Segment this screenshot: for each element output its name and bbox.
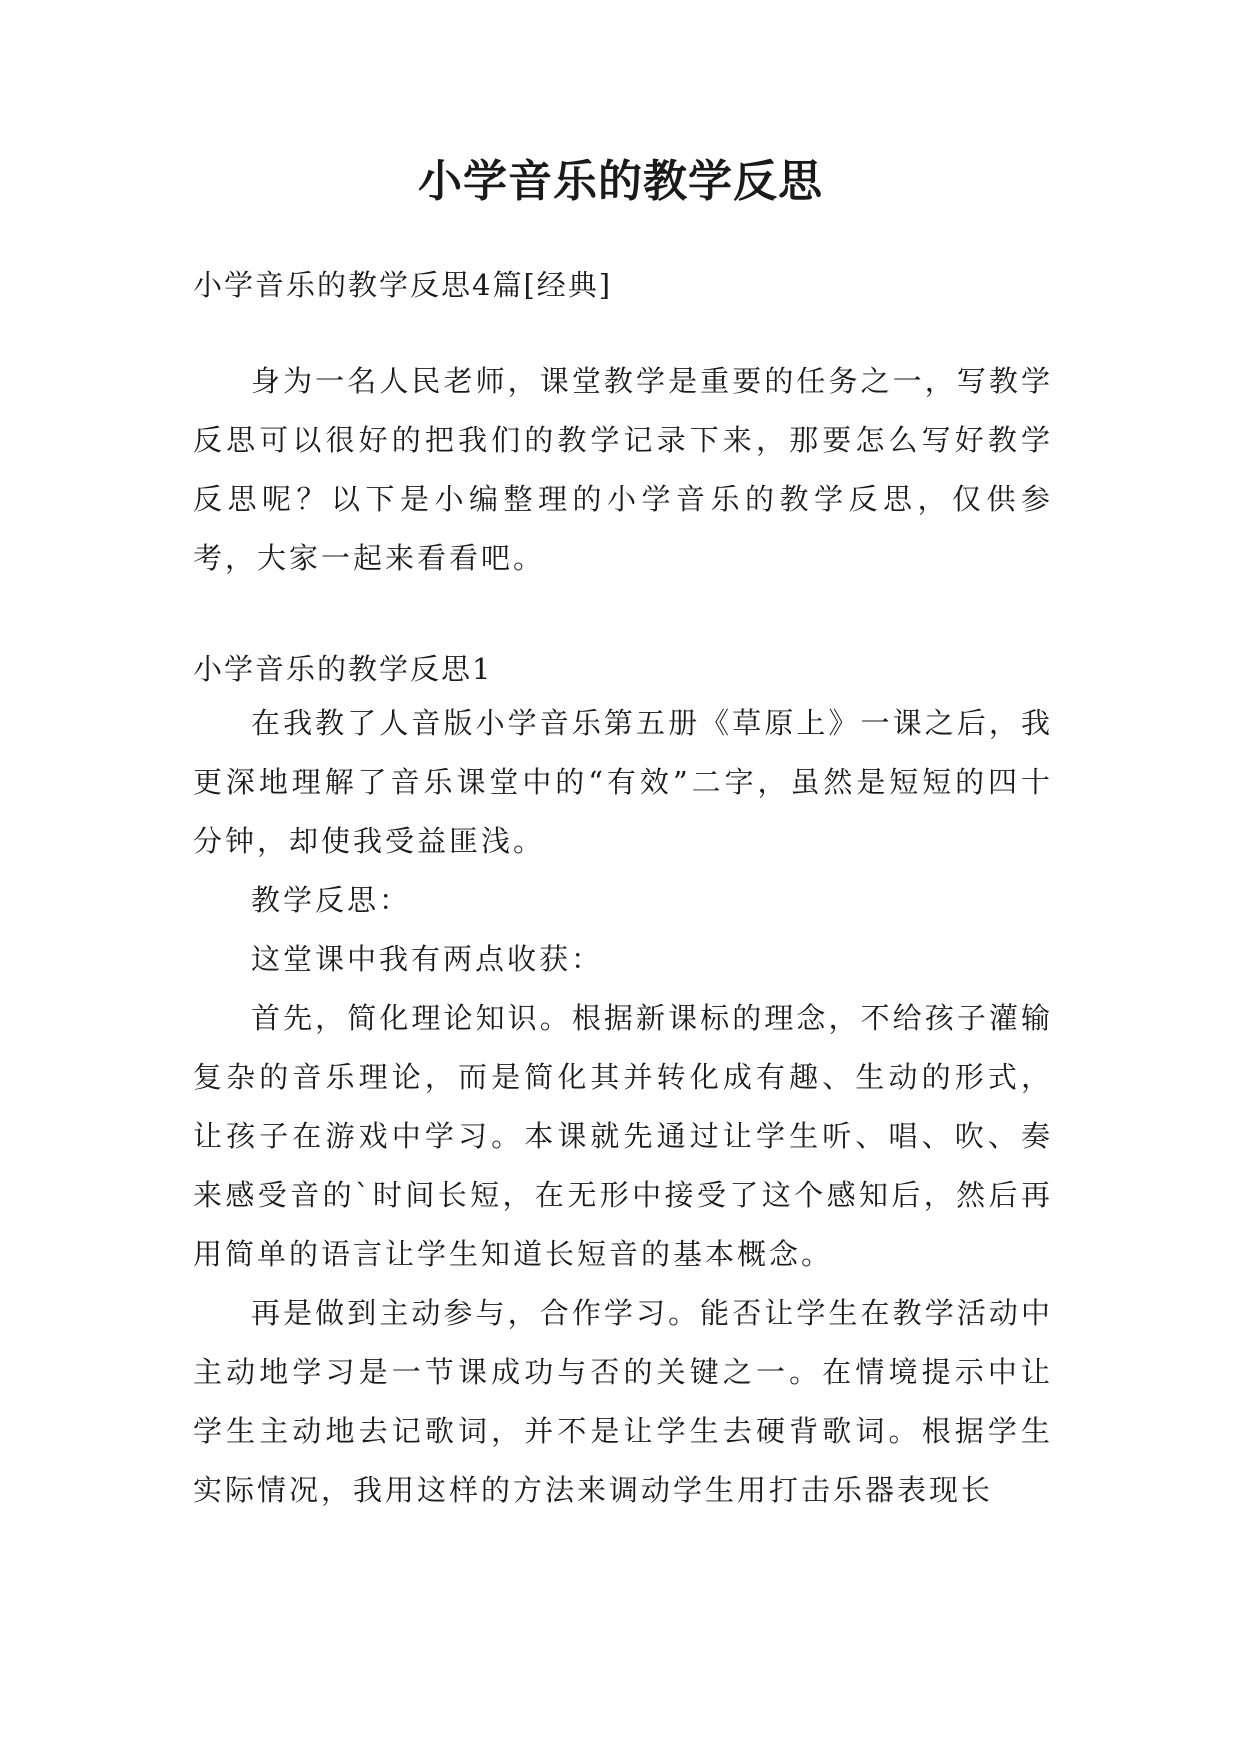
document-subtitle: 小学音乐的教学反思4篇[经典] bbox=[193, 268, 613, 302]
section-paragraph: 教学反思： bbox=[251, 883, 412, 917]
document-title: 小学音乐的教学反思 bbox=[418, 156, 823, 207]
intro-paragraph: 身为一名人民老师，课堂教学是重要的任务之一，写教学反思可以很好的把我们的教学记录下来，那要怎么写好教学反思呢？以下是小编整理的小学音乐的教学反思，仅供参考，大家一起来看看吧。 bbox=[193, 364, 1053, 575]
section-paragraph: 这堂课中我有两点收获： bbox=[251, 942, 604, 976]
document-body bbox=[193, 260, 1053, 1520]
section-paragraph: 首先，简化理论知识。根据新课标的理念，不给孩子灌输复杂的音乐理论，而是简化其并转化成有趣、生动的形式，让孩子在游戏中学习。本课就先通过让学生听、唱、吹、奏来感受音的`时间长短，在无形中接受了这个感知后，然后再用简单的语言让学生知道长短音的基本概念。 bbox=[193, 1001, 1053, 1271]
section-heading: 小学音乐的教学反思1 bbox=[193, 652, 493, 686]
section-paragraph: 再是做到主动参与，合作学习。能否让学生在教学活动中主动地学习是一节课成功与否的关键之一。在情境提示中让学生主动地去记歌词，并不是让学生去硬背歌词。根据学生实际情况，我用这样的方法来调动学生用打击乐器表现长 bbox=[193, 1296, 1053, 1507]
section-paragraph: 在我教了人音版小学音乐第五册《草原上》一课之后，我更深地理解了音乐课堂中的“有效”二字，虽然是短短的四十分钟，却使我受益匪浅。 bbox=[193, 706, 1053, 858]
